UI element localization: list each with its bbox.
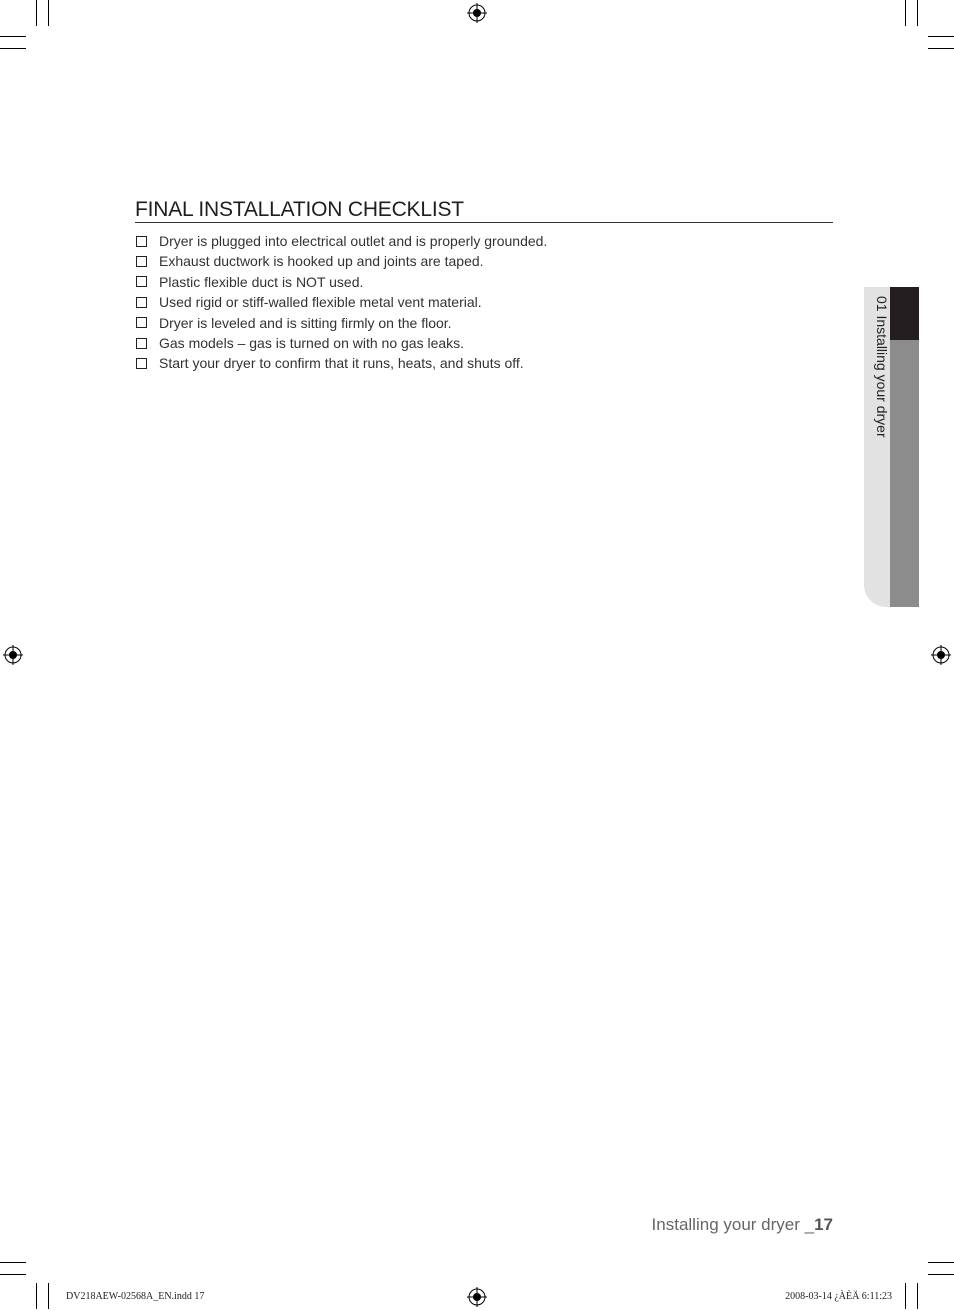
checklist-item <box>136 313 547 333</box>
crop-mark <box>905 0 906 26</box>
crop-mark <box>928 36 954 37</box>
checkbox-icon <box>136 317 147 328</box>
footer-section: Installing your dryer _ <box>651 1215 815 1234</box>
registration-mark-icon <box>467 3 487 23</box>
checklist-item-text: Dryer is leveled and is sitting firmly on the floor. <box>159 314 452 331</box>
crop-mark <box>36 1283 37 1309</box>
checkbox-icon <box>136 297 147 308</box>
checkbox-icon <box>136 358 147 369</box>
crop-mark <box>928 1262 954 1263</box>
checkbox-icon <box>136 276 147 287</box>
crop-mark <box>0 36 26 37</box>
checklist-item-text: Exhaust ductwork is hooked up and joints are taped. <box>159 253 484 270</box>
page-number: 17 <box>814 1215 833 1234</box>
checklist <box>136 231 547 374</box>
crop-mark <box>36 0 37 26</box>
checklist-item <box>136 272 547 292</box>
chapter-tab-label: 01 Installing your dryer <box>874 296 890 438</box>
crop-mark <box>905 1283 906 1309</box>
checklist-item <box>136 251 547 271</box>
crop-mark <box>0 48 26 49</box>
slug-timestamp: 2008-03-14 ¿ÀÈÄ 6:11:23 <box>785 1291 892 1302</box>
slug-filename: DV218AEW-02568A_EN.indd 17 <box>66 1291 205 1302</box>
crop-mark <box>48 0 49 26</box>
checkbox-icon <box>136 236 147 247</box>
crop-mark <box>48 1283 49 1309</box>
chapter-tab-marker <box>890 287 919 340</box>
registration-mark-icon <box>467 1287 487 1307</box>
heading-rule <box>135 222 833 223</box>
checklist-item <box>136 333 547 353</box>
checklist-item-text: Used rigid or stiff-walled flexible metal vent material. <box>159 294 482 311</box>
checklist-item <box>136 231 547 251</box>
checklist-item-text: Dryer is plugged into electrical outlet and is properly grounded. <box>159 233 548 249</box>
checklist-item-text: Gas models – gas is turned on with no gas leaks. <box>159 334 465 351</box>
crop-mark <box>928 1274 954 1275</box>
page-footer <box>652 1215 833 1235</box>
checklist-item-text: Plastic flexible duct is NOT used. <box>159 273 364 290</box>
crop-mark <box>0 1274 26 1275</box>
checklist-item <box>136 353 547 373</box>
checklist-item-text: Start your dryer to confirm that it runs, heats, and shuts off. <box>159 355 524 372</box>
crop-mark <box>917 0 918 26</box>
crop-mark <box>0 1262 26 1263</box>
registration-mark-icon <box>931 645 951 665</box>
chapter-tab-bar <box>890 340 919 607</box>
checkbox-icon <box>136 256 147 267</box>
checkbox-icon <box>136 338 147 349</box>
crop-mark <box>917 1283 918 1309</box>
checklist-item <box>136 292 547 312</box>
section-heading: FINAL INSTALLATION CHECKLIST <box>135 198 464 221</box>
crop-mark <box>928 48 954 49</box>
registration-mark-icon <box>3 645 23 665</box>
